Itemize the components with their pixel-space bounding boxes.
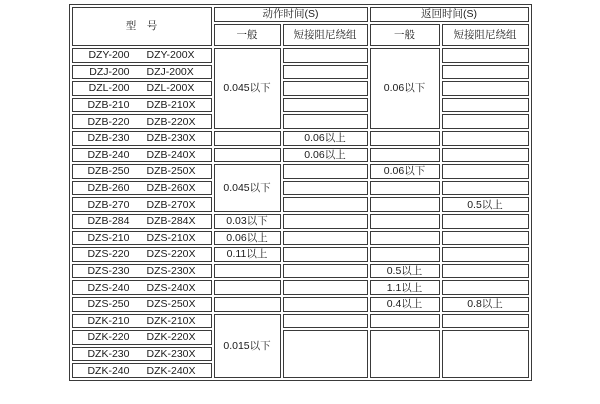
- table-row: [72, 48, 529, 63]
- model-name-x: DZK-210X: [146, 314, 196, 327]
- relay-spec-table: [69, 4, 532, 381]
- model-name-x: DZB-230X: [146, 132, 196, 145]
- model-name: DZB-210: [87, 99, 130, 112]
- model-cell: [72, 164, 212, 179]
- model-name-x: DZB-284X: [146, 215, 196, 228]
- header-return-general: 一般: [370, 24, 440, 46]
- action-general-cell: [214, 280, 281, 295]
- model-name: DZB-260: [87, 182, 130, 195]
- return-general-cell: [370, 314, 440, 329]
- header-action-damped: 短接阻尼绕组: [283, 24, 368, 46]
- action-damped-cell: [283, 280, 368, 295]
- model-name-x: DZY-200X: [146, 49, 195, 62]
- action-general-cell: [214, 131, 281, 146]
- return-damped-cell: [442, 280, 529, 295]
- return-general-cell: [370, 231, 440, 246]
- return-damped-cell: [442, 264, 529, 279]
- model-name: DZJ-200: [89, 65, 130, 78]
- model-name-x: DZS-210X: [146, 231, 196, 244]
- model-cell: [72, 214, 212, 229]
- model-name: DZS-230: [87, 264, 130, 277]
- return-damped-cell: [442, 48, 529, 63]
- model-cell: [72, 65, 212, 80]
- action-damped-cell: [283, 65, 368, 80]
- model-cell: [72, 297, 212, 312]
- model-cell: [72, 347, 212, 362]
- model-name: DZB-250: [87, 165, 130, 178]
- action-general-cell: [214, 148, 281, 163]
- model-name-x: DZB-210X: [146, 99, 196, 112]
- return-damped-cell: [442, 81, 529, 96]
- model-name: DZB-240: [87, 148, 130, 161]
- model-cell: [72, 314, 212, 329]
- model-name: DZY-200: [88, 49, 130, 62]
- return-damped-cell: [442, 65, 529, 80]
- model-name-x: DZB-250X: [146, 165, 196, 178]
- return-general-cell: [370, 214, 440, 229]
- model-name-x: DZK-220X: [146, 331, 196, 344]
- model-name: DZB-284: [87, 215, 130, 228]
- model-cell: [72, 181, 212, 196]
- return-damped-cell: [442, 231, 529, 246]
- action-general-cell: 0.11以上: [214, 247, 281, 262]
- header-model: 型 号: [72, 7, 212, 46]
- return-damped-cell: [442, 98, 529, 113]
- action-damped-cell: [283, 297, 368, 312]
- action-general-cell: [214, 297, 281, 312]
- model-name: DZS-210: [87, 231, 130, 244]
- action-damped-cell: 0.06以上: [283, 148, 368, 163]
- model-name: DZK-230: [87, 347, 130, 360]
- table-row: [72, 264, 529, 279]
- action-damped-cell: [283, 197, 368, 212]
- return-general-cell: [370, 197, 440, 212]
- model-name-x: DZS-220X: [146, 248, 196, 261]
- header-row-top: [72, 7, 529, 22]
- action-general-cell: 0.045以下: [214, 164, 281, 212]
- action-damped-cell: [283, 48, 368, 63]
- model-cell: [72, 131, 212, 146]
- model-cell: [72, 330, 212, 345]
- model-cell: [72, 81, 212, 96]
- return-damped-cell: [442, 330, 529, 378]
- model-name-x: DZB-220X: [146, 115, 196, 128]
- model-name: DZS-240: [87, 281, 130, 294]
- return-damped-cell: [442, 214, 529, 229]
- model-name: DZK-240: [87, 364, 130, 377]
- model-name: DZB-230: [87, 132, 130, 145]
- return-damped-cell: [442, 114, 529, 129]
- table-row: [72, 314, 529, 329]
- model-name-x: DZB-260X: [146, 182, 196, 195]
- action-damped-cell: [283, 81, 368, 96]
- model-name: DZB-220: [87, 115, 130, 128]
- header-return-damped: 短接阻尼绕组: [442, 24, 529, 46]
- model-name: DZS-220: [87, 248, 130, 261]
- action-general-cell: 0.015以下: [214, 314, 281, 378]
- return-general-cell: 1.1以上: [370, 280, 440, 295]
- model-name: DZB-270: [87, 198, 130, 211]
- return-damped-cell: 0.5以上: [442, 197, 529, 212]
- table-row: [72, 148, 529, 163]
- table-row: [72, 231, 529, 246]
- model-name: DZK-210: [87, 314, 130, 327]
- header-return-time: 返回时间(S): [370, 7, 529, 22]
- model-name-x: DZK-230X: [146, 347, 196, 360]
- table-row: [72, 98, 529, 113]
- model-name-x: DZB-240X: [146, 148, 196, 161]
- model-name-x: DZB-270X: [146, 198, 196, 211]
- model-cell: [72, 98, 212, 113]
- model-cell: [72, 48, 212, 63]
- table-row: [72, 181, 529, 196]
- model-name: DZK-220: [87, 331, 130, 344]
- return-general-cell: [370, 330, 440, 378]
- table-row: [72, 330, 529, 345]
- table-row: [72, 280, 529, 295]
- return-general-cell: [370, 131, 440, 146]
- return-damped-cell: [442, 131, 529, 146]
- action-damped-cell: [283, 314, 368, 329]
- table-row: [72, 214, 529, 229]
- action-damped-cell: [283, 330, 368, 378]
- model-name-x: DZK-240X: [146, 364, 196, 377]
- action-damped-cell: [283, 114, 368, 129]
- table-row: [72, 114, 529, 129]
- model-cell: [72, 247, 212, 262]
- header-action-general: 一般: [214, 24, 281, 46]
- action-general-cell: [214, 264, 281, 279]
- model-name-x: DZS-250X: [146, 298, 196, 311]
- model-name: DZS-250: [87, 298, 130, 311]
- model-cell: [72, 363, 212, 378]
- return-damped-cell: 0.8以上: [442, 297, 529, 312]
- model-cell: [72, 197, 212, 212]
- action-damped-cell: [283, 264, 368, 279]
- table-row: [72, 65, 529, 80]
- return-general-cell: [370, 148, 440, 163]
- action-damped-cell: [283, 247, 368, 262]
- table-row: [72, 197, 529, 212]
- model-name-x: DZL-200X: [146, 82, 195, 95]
- action-damped-cell: [283, 231, 368, 246]
- table-row: [72, 297, 529, 312]
- action-general-cell: 0.045以下: [214, 48, 281, 129]
- model-cell: [72, 114, 212, 129]
- table-row: [72, 81, 529, 96]
- return-general-cell: [370, 247, 440, 262]
- model-cell: [72, 148, 212, 163]
- return-general-cell: 0.06以下: [370, 164, 440, 179]
- action-damped-cell: [283, 181, 368, 196]
- return-damped-cell: [442, 181, 529, 196]
- return-damped-cell: [442, 164, 529, 179]
- action-damped-cell: [283, 98, 368, 113]
- header-action-time: 动作时间(S): [214, 7, 368, 22]
- return-general-cell: [370, 181, 440, 196]
- table-row: [72, 131, 529, 146]
- return-general-cell: 0.5以上: [370, 264, 440, 279]
- action-damped-cell: [283, 214, 368, 229]
- action-general-cell: 0.06以上: [214, 231, 281, 246]
- action-damped-cell: 0.06以上: [283, 131, 368, 146]
- table-row: [72, 247, 529, 262]
- return-damped-cell: [442, 247, 529, 262]
- model-cell: [72, 264, 212, 279]
- model-cell: [72, 280, 212, 295]
- action-damped-cell: [283, 164, 368, 179]
- model-name-x: DZJ-200X: [146, 65, 194, 78]
- model-cell: [72, 231, 212, 246]
- table-row: [72, 164, 529, 179]
- return-general-cell: 0.4以上: [370, 297, 440, 312]
- return-general-cell: 0.06以下: [370, 48, 440, 129]
- model-name: DZL-200: [88, 82, 130, 95]
- model-name-x: DZS-240X: [146, 281, 196, 294]
- model-name-x: DZS-230X: [146, 264, 196, 277]
- action-general-cell: 0.03以下: [214, 214, 281, 229]
- return-damped-cell: [442, 314, 529, 329]
- return-damped-cell: [442, 148, 529, 163]
